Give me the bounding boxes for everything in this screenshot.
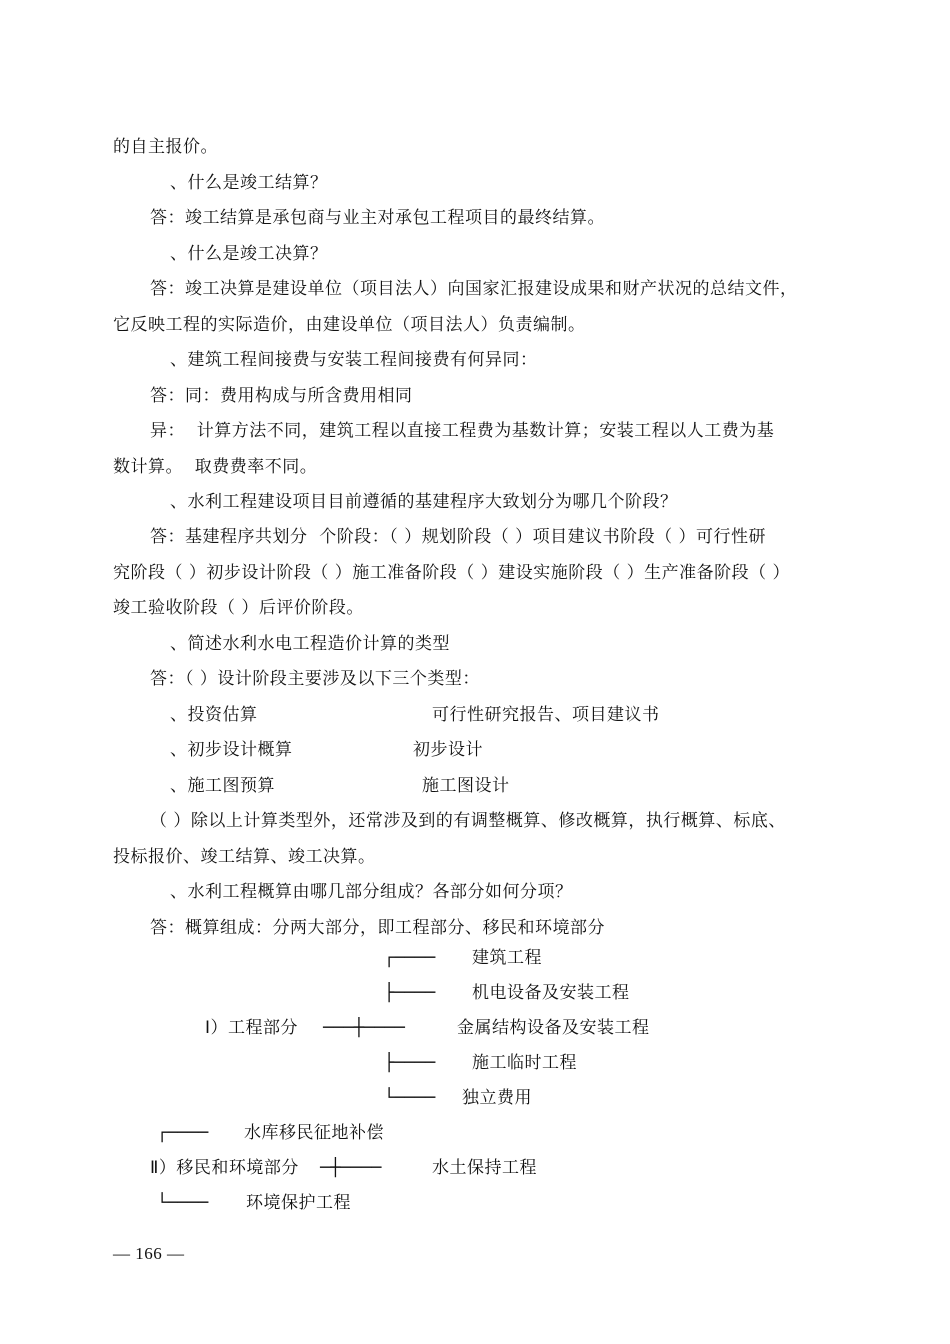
tree-item: 施工临时工程 [472, 1053, 577, 1073]
question-heading: 、什么是竣工结算？ [170, 173, 328, 193]
page-number: — 166 — [113, 1244, 185, 1263]
tree-root: Ⅱ）移民和环境部分 [150, 1158, 299, 1178]
answer-line: 答：概算组成：分两大部分，即工程部分、移民和环境部分 [150, 918, 605, 938]
tree-connector: └──── [384, 1088, 436, 1108]
answer-line: 答：同：费用构成与所含费用相同 [150, 386, 413, 406]
estimate-type-stage: 施工图设计 [422, 776, 510, 796]
question-heading: 、简述水利水电工程造价计算的类型 [170, 634, 450, 654]
tree-item: 独立费用 [462, 1088, 532, 1108]
answer-line: 异： 计算方法不同，建筑工程以直接工程费为基数计算；安装工程以人工费为基 [150, 421, 775, 441]
estimate-type-stage: 初步设计 [413, 740, 483, 760]
tree-connector: ┌──── [384, 948, 436, 968]
estimate-type-stage: 可行性研究报告、项目建议书 [432, 705, 660, 725]
question-heading: 、水利工程概算由哪几部分组成？各部分如何分项？ [170, 882, 573, 902]
tree-item: 水库移民征地补偿 [244, 1123, 384, 1143]
estimate-type-label: 、投资估算 [170, 705, 258, 725]
question-heading: 、水利工程建设项目目前遵循的基建程序大致划分为哪几个阶段？ [170, 492, 678, 512]
text-line: 究阶段（ ）初步设计阶段（ ）施工准备阶段（ ）建设实施阶段（ ）生产准备阶段（ ） [113, 563, 791, 583]
tree-item: 环境保护工程 [246, 1193, 351, 1213]
tree-connector: ├──── [384, 1053, 436, 1073]
tree-connector: ─┼──── [320, 1158, 382, 1178]
text-line: 数计算。 取费费率不同。 [113, 457, 318, 477]
text-line: 它反映工程的实际造价，由建设单位（项目法人）负责编制。 [113, 315, 586, 335]
answer-line: 答：（ ）设计阶段主要涉及以下三个类型： [150, 669, 480, 689]
tree-item: 机电设备及安装工程 [472, 983, 630, 1003]
tree-connector: ┌──── [157, 1123, 209, 1143]
tree-item: 水土保持工程 [432, 1158, 537, 1178]
answer-line: 答：竣工决算是建设单位（项目法人）向国家汇报建设成果和财产状况的总结文件， [150, 279, 798, 299]
tree-connector: └──── [157, 1193, 209, 1213]
tree-root: Ⅰ）工程部分 [205, 1018, 299, 1038]
text-line: 的自主报价。 [113, 137, 218, 157]
question-heading: 、建筑工程间接费与安装工程间接费有何异同： [170, 350, 538, 370]
estimate-type-label: 、初步设计概算 [170, 740, 293, 760]
tree-connector: ───┼──── [323, 1018, 405, 1038]
tree-connector: ├──── [384, 983, 436, 1003]
answer-line: 答：竣工结算是承包商与业主对承包工程项目的最终结算。 [150, 208, 605, 228]
text-line: （ ）除以上计算类型外，还常涉及到的有调整概算、修改概算，执行概算、标底、 [150, 811, 786, 831]
tree-item: 建筑工程 [472, 948, 542, 968]
tree-item: 金属结构设备及安装工程 [457, 1018, 650, 1038]
answer-line: 答：基建程序共划分 个阶段：（ ）规划阶段（ ）项目建议书阶段（ ）可行性研 [150, 527, 767, 547]
text-line: 投标报价、竣工结算、竣工决算。 [113, 847, 376, 867]
estimate-type-label: 、施工图预算 [170, 776, 275, 796]
text-line: 竣工验收阶段（ ）后评价阶段。 [113, 598, 364, 618]
question-heading: 、什么是竣工决算？ [170, 244, 328, 264]
